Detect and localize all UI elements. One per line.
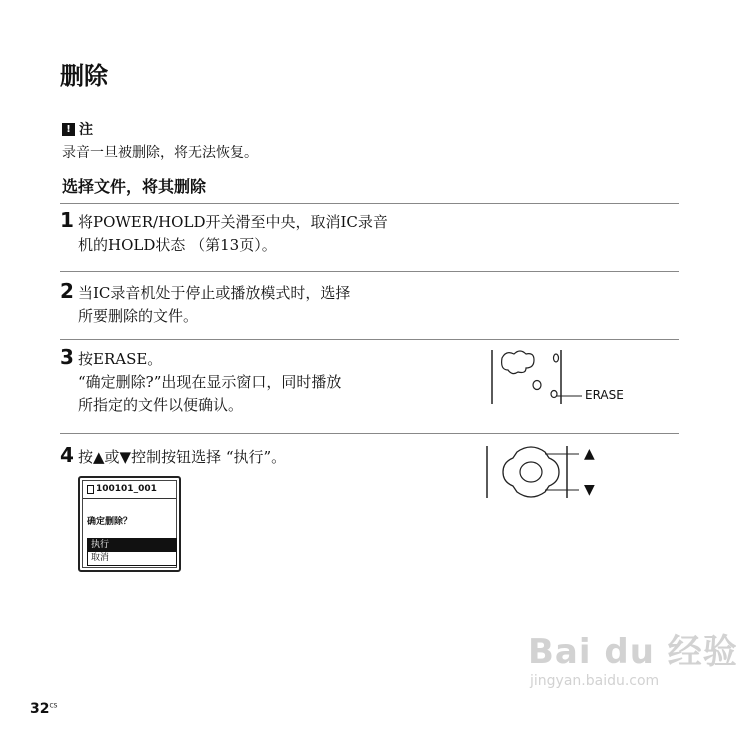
lcd-filename — [87, 484, 157, 494]
page-number-suffix: CS — [49, 702, 58, 710]
step-number: 3 — [60, 345, 74, 369]
lcd-display — [78, 476, 181, 572]
up-arrow-icon: ▲ — [584, 446, 595, 462]
step-line: 按ERASE。 — [78, 350, 163, 368]
lcd-divider — [83, 498, 176, 499]
lcd-option-execute: 执行 — [88, 539, 176, 552]
step-line: 当IC录音机处于停止或播放模式时，选择 — [78, 284, 351, 302]
watermark — [528, 624, 738, 689]
divider — [60, 203, 679, 204]
step-1-text — [78, 211, 458, 257]
divider — [60, 433, 679, 434]
step-4-text — [78, 446, 458, 469]
section-subheading: 选择文件，将其删除 — [62, 177, 207, 196]
lcd-option-cancel: 取消 — [91, 553, 110, 563]
lcd-question: 确定删除？ — [87, 517, 133, 527]
step-number: 4 — [60, 443, 74, 467]
control-button-diagram — [483, 440, 587, 502]
divider — [60, 271, 679, 272]
watermark-url: jingyan.baidu.com — [530, 673, 660, 689]
divider — [60, 339, 679, 340]
step-number: 1 — [60, 208, 74, 232]
erase-label: ERASE — [585, 388, 624, 402]
note-heading — [62, 119, 93, 139]
page-number-value: 32 — [30, 701, 50, 717]
watermark-logo: Bai du 经验 — [528, 632, 738, 672]
step-line: 所要删除的文件。 — [78, 307, 199, 325]
note-icon: ! — [62, 123, 75, 136]
step-line: 机的HOLD状态 （第13页）。 — [78, 236, 277, 254]
lcd-menu — [87, 538, 177, 566]
down-arrow-icon: ▼ — [584, 482, 595, 498]
step-2-text — [78, 282, 458, 328]
page-title: 删除 — [60, 61, 108, 90]
lcd-filename-text: 100101_001 — [96, 484, 157, 494]
step-number: 2 — [60, 279, 74, 303]
page-number — [30, 701, 57, 717]
step-line: 所指定的文件以便确认。 — [78, 396, 244, 414]
step-line: “确定删除?”出现在显示窗口，同时播放 — [78, 373, 342, 391]
step-3-text — [78, 348, 458, 417]
note-text: 录音一旦被删除，将无法恢复。 — [62, 145, 258, 161]
step-line: 将POWER/HOLD开关滑至中央，取消IC录音 — [78, 213, 388, 231]
note-heading-label: 注 — [79, 122, 93, 138]
file-icon — [87, 485, 94, 494]
step-line: 按▲或▼控制按钮选择 “执行”。 — [78, 448, 287, 466]
